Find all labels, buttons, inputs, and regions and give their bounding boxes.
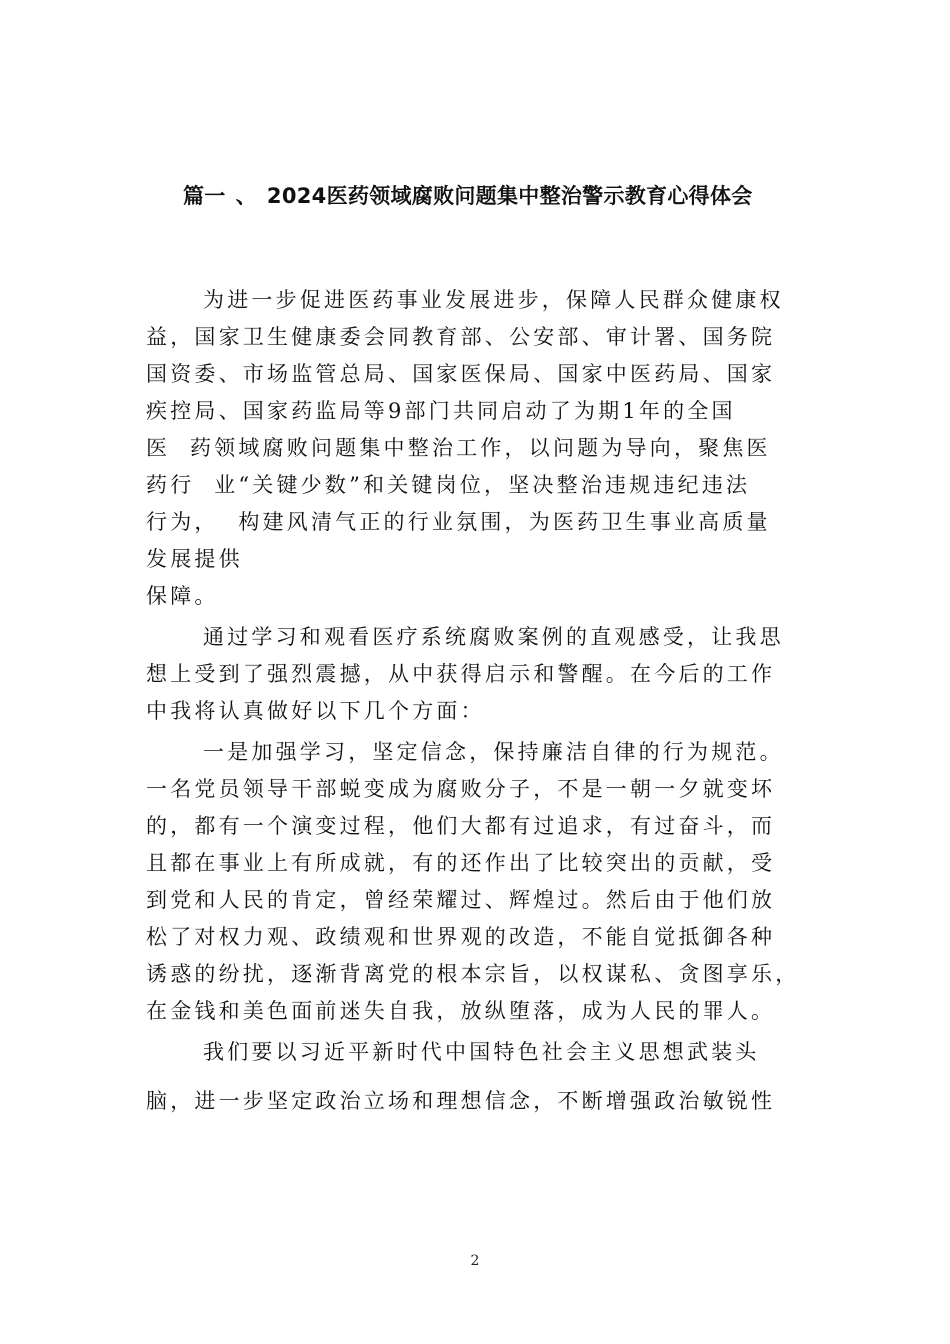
paragraph: [146, 619, 806, 730]
paragraph-line: 在金钱和美色面前迷失自我，放纵堕落，成为人民的罪人。: [146, 999, 776, 1023]
paragraph-line: 到党和人民的肯定，曾经荣耀过、辉煌过。然后由于他们放: [146, 888, 776, 912]
paragraph-line: 我们要以习近平新时代中国特色社会主义思想武装头: [203, 1040, 760, 1064]
paragraph-line: 通过学习和观看医疗系统腐败案例的直观感受，让我思: [203, 625, 784, 649]
paragraph: [146, 1034, 806, 1120]
paragraph-line: 且都在事业上有所成就，有的还作出了比较突出的贡献，受: [146, 851, 776, 875]
paragraph-line: 松了对权力观、政绩观和世界观的改造，不能自觉抵御各种: [146, 925, 776, 949]
paragraph-line: 诱惑的纷扰，逐渐背离党的根本宗旨，以权谋私、贪图享乐，: [146, 962, 800, 986]
title-separator: 、: [235, 184, 257, 208]
paragraph-line: 疾控局、国家药监局等9部门共同启动了为期1年的全国: [146, 399, 736, 423]
paragraph-line: 想上受到了强烈震撼，从中获得启示和警醒。在今后的工作: [146, 662, 776, 686]
paragraph-line: 国资委、市场监管总局、国家医保局、国家中医药局、国家: [146, 362, 776, 386]
page-number: 2: [470, 1253, 480, 1269]
paragraph: [146, 734, 806, 1030]
title-main: 2024医药领域腐败问题集中整治警示教育心得体会: [266, 184, 753, 208]
paragraph-line: 一是加强学习，坚定信念，保持廉洁自律的行为规范。: [203, 740, 784, 764]
paragraph-line: 一名党员领导干部蜕变成为腐败分子，不是一朝一夕就变坏: [146, 777, 776, 801]
document-body: [146, 282, 806, 1120]
paragraph-line: 药行 业“关键少数”和关键岗位，坚决整治违规违纪违法: [146, 473, 751, 497]
paragraph-line: 为进一步促进医药事业发展进步，保障人民群众健康权: [203, 288, 784, 312]
paragraph-line: 发展提供: [146, 547, 243, 571]
paragraph-line: 益，国家卫生健康委会同教育部、公安部、审计署、国务院: [146, 325, 776, 349]
paragraph-line: 医 药领域腐败问题集中整治工作，以问题为导向，聚焦医: [146, 436, 771, 460]
paragraph-line: 脑，进一步坚定政治立场和理想信念，不断增强政治敏锐性: [146, 1089, 776, 1113]
paragraph-line: 中我将认真做好以下几个方面：: [146, 699, 485, 723]
paragraph-line: 的，都有一个演变过程，他们大都有过追求，有过奋斗，而: [146, 814, 776, 838]
paragraph-line: 行为， 构建风清气正的行业氛围，为医药卫生事业高质量: [146, 510, 771, 534]
document-title: [183, 180, 753, 210]
paragraph: [146, 282, 806, 615]
title-prefix: 篇一: [183, 184, 226, 208]
paragraph-line: 保障。: [146, 584, 219, 608]
